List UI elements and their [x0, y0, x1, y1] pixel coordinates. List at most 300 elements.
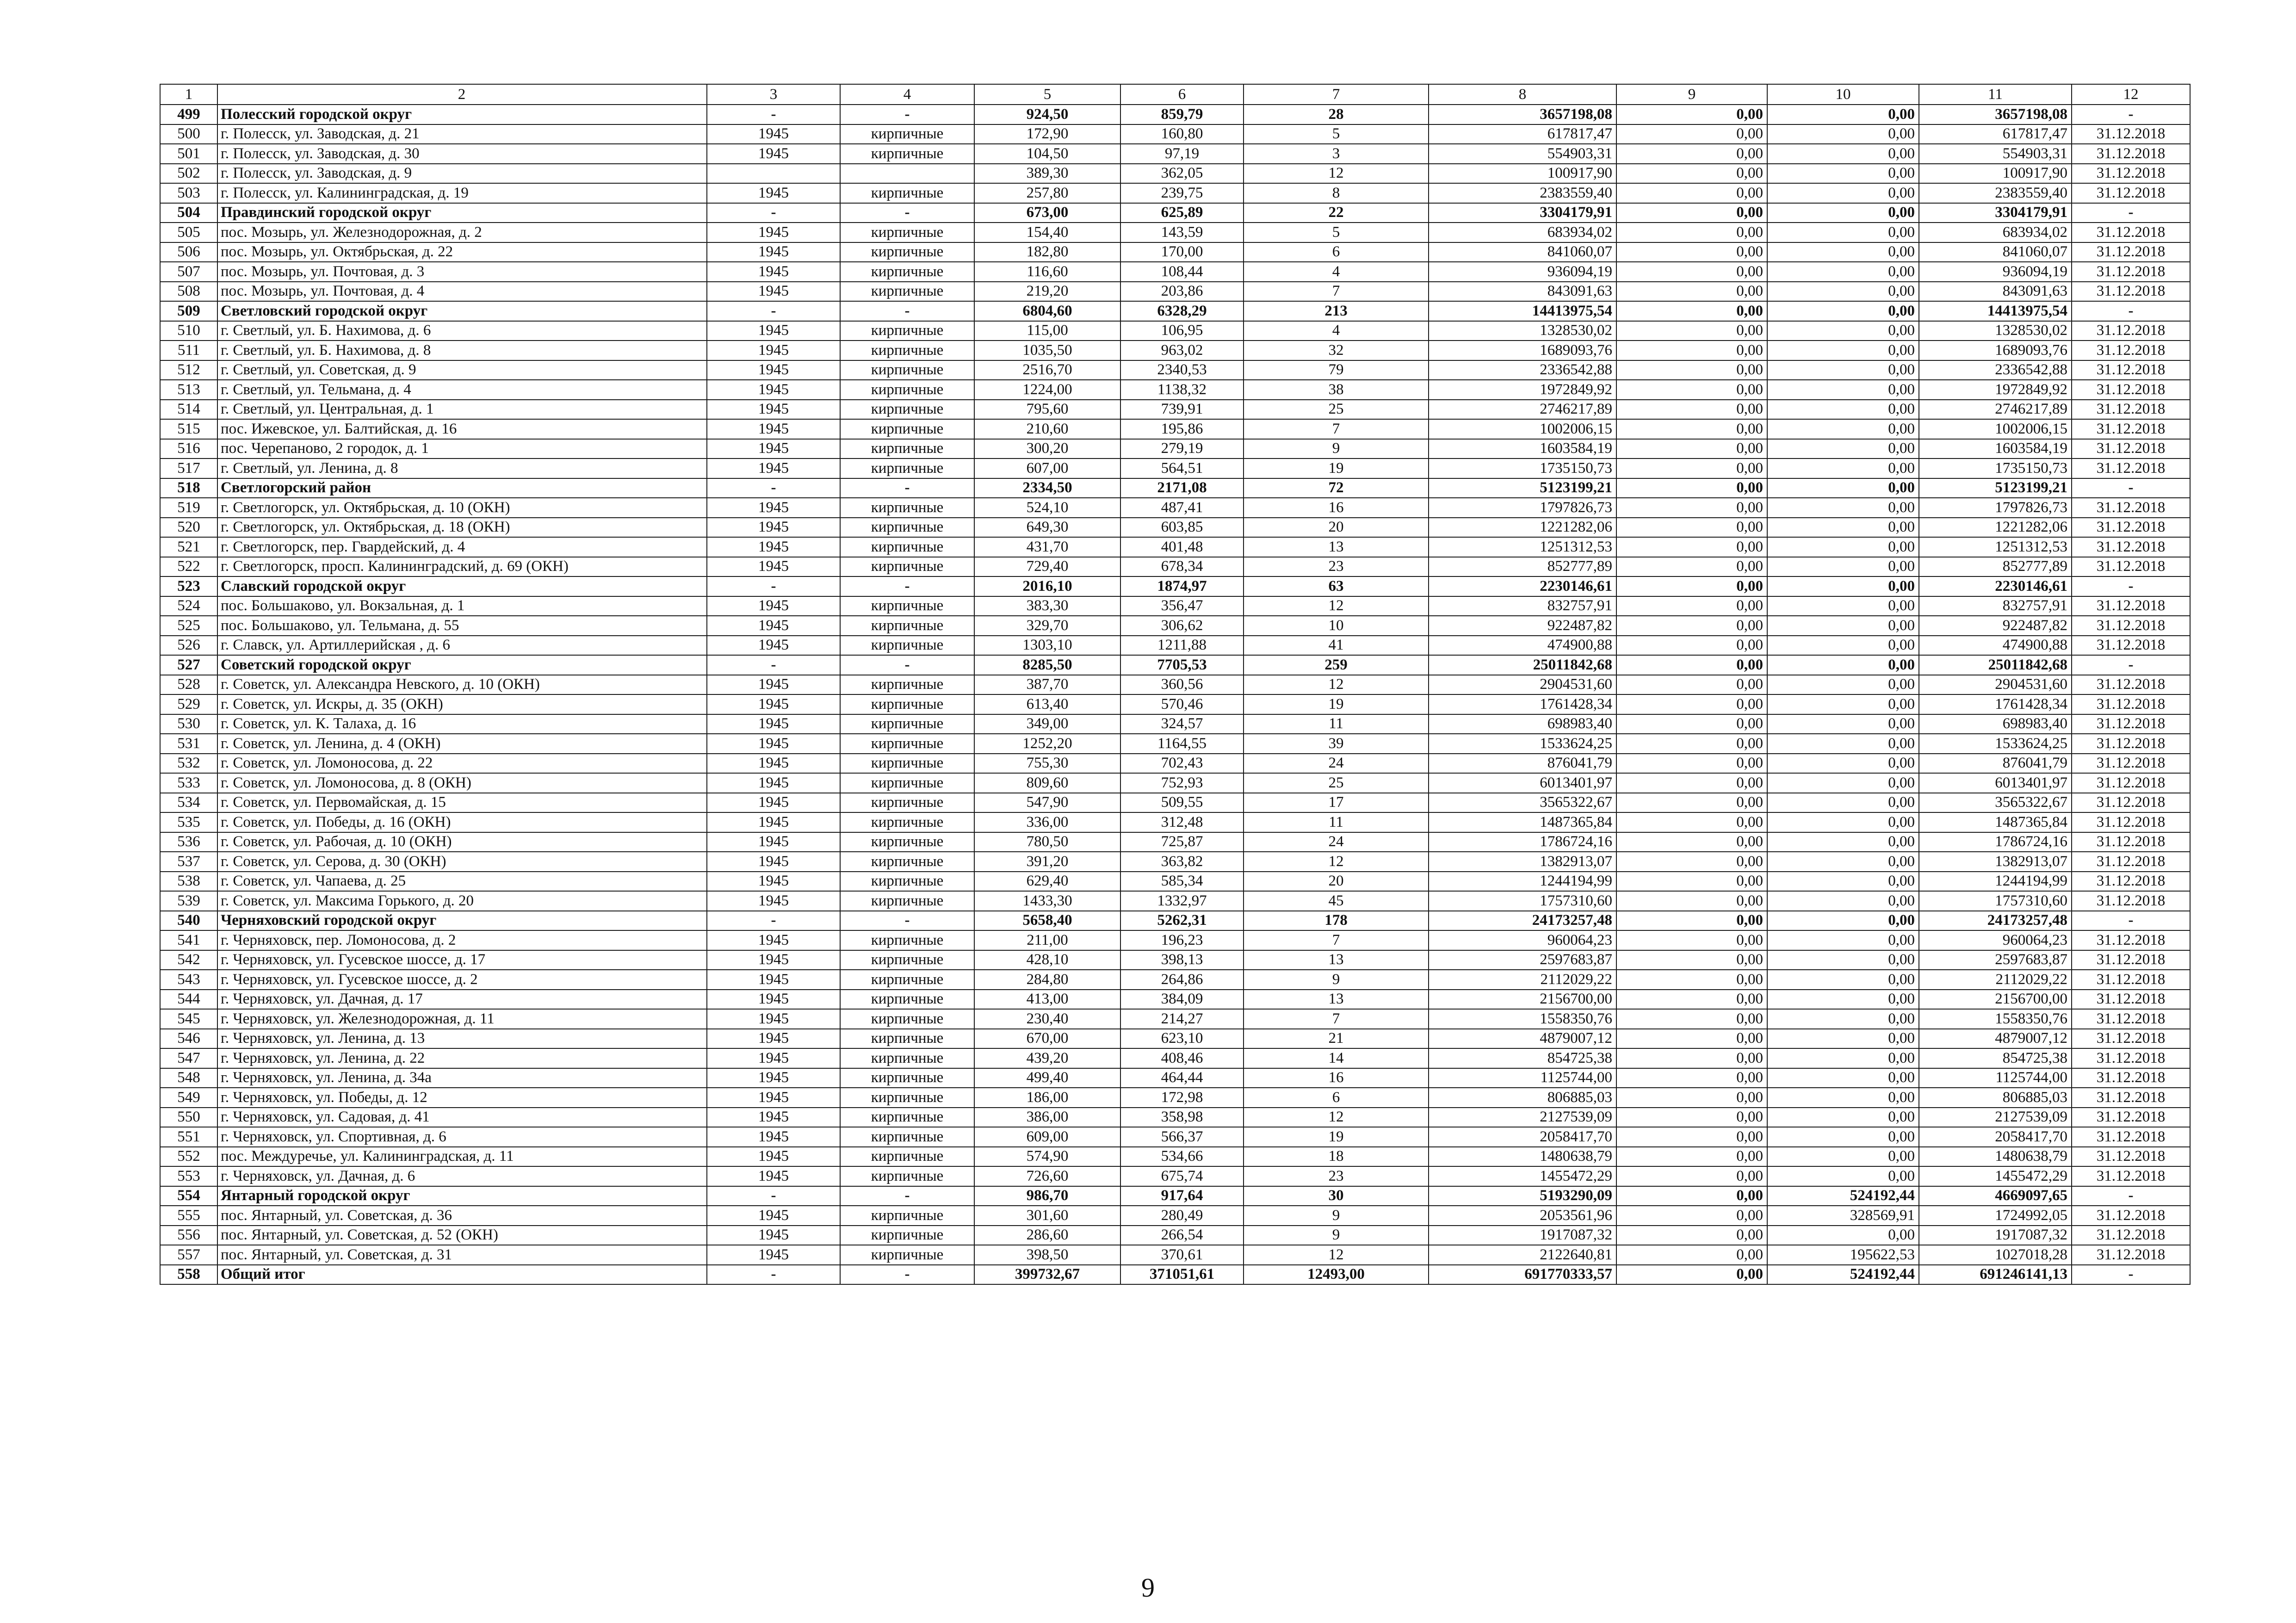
residents-cell: 13	[1244, 537, 1429, 557]
deadline-cell: 31.12.2018	[2072, 458, 2190, 478]
year-cell: 1945	[707, 124, 840, 144]
column-number-cell: 8	[1429, 84, 1616, 105]
year-cell: 1945	[707, 557, 840, 577]
subtotal-row	[160, 301, 2190, 321]
address-cell: г. Черняховск, ул. Гусевское шоссе, д. 17	[217, 950, 707, 970]
total-area-cell: 2334,50	[974, 478, 1120, 498]
cost-fund-cell: 0,00	[1616, 1206, 1767, 1226]
address-cell: г. Советск, ул. Ломоносова, д. 8 (ОКН)	[217, 773, 707, 793]
address-cell: Правдинский городской округ	[217, 203, 707, 223]
cost-local-cell: 0,00	[1767, 1048, 1919, 1068]
cost-total-cell: 960064,23	[1429, 930, 1616, 950]
table-row	[160, 596, 2190, 616]
total-area-cell: 398,50	[974, 1245, 1120, 1265]
row-number-cell: 538	[160, 872, 217, 892]
cost-local-cell: 0,00	[1767, 832, 1919, 852]
cost-local-cell: 0,00	[1767, 793, 1919, 813]
cost-other-cell: 960064,23	[1919, 930, 2072, 950]
cost-fund-cell: 0,00	[1616, 1009, 1767, 1029]
residents-cell: 5	[1244, 223, 1429, 242]
cost-total-cell: 683934,02	[1429, 223, 1616, 242]
deadline-cell: 31.12.2018	[2072, 1127, 2190, 1147]
living-area-cell: 464,44	[1120, 1068, 1244, 1088]
cost-fund-cell: 0,00	[1616, 694, 1767, 714]
living-area-cell: 1164,55	[1120, 734, 1244, 754]
cost-total-cell: 3565322,67	[1429, 793, 1616, 813]
wall-material-cell: -	[840, 478, 974, 498]
cost-other-cell: 2904531,60	[1919, 675, 2072, 695]
subtotal-row	[160, 1265, 2190, 1285]
row-number-cell: 534	[160, 793, 217, 813]
wall-material-cell: кирпичные	[840, 990, 974, 1010]
row-number-cell: 557	[160, 1245, 217, 1265]
deadline-cell: 31.12.2018	[2072, 1088, 2190, 1108]
year-cell: 1945	[707, 498, 840, 518]
cost-total-cell: 2336542,88	[1429, 360, 1616, 380]
wall-material-cell: кирпичные	[840, 891, 974, 911]
table-row	[160, 1166, 2190, 1186]
residents-cell: 45	[1244, 891, 1429, 911]
living-area-cell: 401,48	[1120, 537, 1244, 557]
living-area-cell: 603,85	[1120, 518, 1244, 538]
deadline-cell: 31.12.2018	[2072, 1009, 2190, 1029]
table-row	[160, 694, 2190, 714]
total-area-cell: 386,00	[974, 1108, 1120, 1127]
cost-other-cell: 1487365,84	[1919, 812, 2072, 832]
cost-fund-cell: 0,00	[1616, 852, 1767, 872]
deadline-cell: -	[2072, 576, 2190, 596]
address-cell: г. Черняховск, ул. Дачная, д. 17	[217, 990, 707, 1010]
row-number-cell: 521	[160, 537, 217, 557]
cost-local-cell: 0,00	[1767, 518, 1919, 538]
wall-material-cell: -	[840, 655, 974, 675]
row-number-cell: 558	[160, 1265, 217, 1285]
cost-total-cell: 832757,91	[1429, 596, 1616, 616]
cost-local-cell: 0,00	[1767, 1127, 1919, 1147]
wall-material-cell: кирпичные	[840, 1088, 974, 1108]
cost-other-cell: 691246141,13	[1919, 1265, 2072, 1285]
residents-cell: 19	[1244, 694, 1429, 714]
address-cell: г. Светлый, ул. Центральная, д. 1	[217, 400, 707, 420]
deadline-cell: -	[2072, 105, 2190, 124]
address-cell: г. Полесск, ул. Калининградская, д. 19	[217, 183, 707, 203]
year-cell: 1945	[707, 812, 840, 832]
wall-material-cell: кирпичные	[840, 734, 974, 754]
row-number-cell: 527	[160, 655, 217, 675]
cost-total-cell: 2112029,22	[1429, 970, 1616, 990]
column-number-cell: 5	[974, 84, 1120, 105]
cost-other-cell: 1480638,79	[1919, 1147, 2072, 1167]
cost-fund-cell: 0,00	[1616, 1186, 1767, 1206]
cost-other-cell: 843091,63	[1919, 282, 2072, 302]
cost-total-cell: 1533624,25	[1429, 734, 1616, 754]
cost-other-cell: 683934,02	[1919, 223, 2072, 242]
deadline-cell: 31.12.2018	[2072, 242, 2190, 262]
residents-cell: 41	[1244, 636, 1429, 656]
residents-cell: 20	[1244, 518, 1429, 538]
cost-fund-cell: 0,00	[1616, 164, 1767, 184]
cost-fund-cell: 0,00	[1616, 950, 1767, 970]
year-cell: 1945	[707, 1147, 840, 1167]
wall-material-cell: кирпичные	[840, 144, 974, 164]
cost-total-cell: 25011842,68	[1429, 655, 1616, 675]
cost-local-cell: 0,00	[1767, 341, 1919, 360]
deadline-cell: 31.12.2018	[2072, 1206, 2190, 1226]
cost-other-cell: 2597683,87	[1919, 950, 2072, 970]
cost-total-cell: 1002006,15	[1429, 419, 1616, 439]
cost-local-cell: 0,00	[1767, 616, 1919, 636]
living-area-cell: 170,00	[1120, 242, 1244, 262]
total-area-cell: 413,00	[974, 990, 1120, 1010]
cost-local-cell: 0,00	[1767, 144, 1919, 164]
row-number-cell: 506	[160, 242, 217, 262]
address-cell: г. Черняховск, ул. Победы, д. 12	[217, 1088, 707, 1108]
cost-total-cell: 1735150,73	[1429, 458, 1616, 478]
cost-local-cell: 0,00	[1767, 1088, 1919, 1108]
page-number: 9	[1141, 1573, 1155, 1603]
living-area-cell: 534,66	[1120, 1147, 1244, 1167]
residents-cell: 25	[1244, 773, 1429, 793]
row-number-cell: 501	[160, 144, 217, 164]
year-cell: 1945	[707, 596, 840, 616]
living-area-cell: 1138,32	[1120, 380, 1244, 400]
cost-total-cell: 1558350,76	[1429, 1009, 1616, 1029]
deadline-cell: -	[2072, 203, 2190, 223]
subtotal-row	[160, 1186, 2190, 1206]
cost-fund-cell: 0,00	[1616, 754, 1767, 774]
cost-total-cell: 854725,38	[1429, 1048, 1616, 1068]
residents-cell: 28	[1244, 105, 1429, 124]
address-cell: г. Светлый, ул. Б. Нахимова, д. 6	[217, 321, 707, 341]
cost-fund-cell: 0,00	[1616, 832, 1767, 852]
living-area-cell: 6328,29	[1120, 301, 1244, 321]
living-area-cell: 917,64	[1120, 1186, 1244, 1206]
cost-other-cell: 1724992,05	[1919, 1206, 2072, 1226]
living-area-cell: 358,98	[1120, 1108, 1244, 1127]
table-row	[160, 164, 2190, 184]
total-area-cell: 1303,10	[974, 636, 1120, 656]
total-area-cell: 670,00	[974, 1029, 1120, 1049]
address-cell: г. Черняховск, ул. Садовая, д. 41	[217, 1108, 707, 1127]
row-number-cell: 547	[160, 1048, 217, 1068]
cost-fund-cell: 0,00	[1616, 773, 1767, 793]
address-cell: г. Светлогорск, ул. Октябрьская, д. 10 (ОКН)	[217, 498, 707, 518]
table-row	[160, 439, 2190, 459]
cost-other-cell: 1735150,73	[1919, 458, 2072, 478]
address-cell: г. Советск, ул. Искры, д. 35 (ОКН)	[217, 694, 707, 714]
table-row	[160, 950, 2190, 970]
residents-cell: 19	[1244, 458, 1429, 478]
table-row	[160, 872, 2190, 892]
cost-fund-cell: 0,00	[1616, 872, 1767, 892]
year-cell: 1945	[707, 242, 840, 262]
table-row	[160, 832, 2190, 852]
cost-total-cell: 2122640,81	[1429, 1245, 1616, 1265]
row-number-cell: 502	[160, 164, 217, 184]
cost-fund-cell: 0,00	[1616, 734, 1767, 754]
cost-local-cell: 195622,53	[1767, 1245, 1919, 1265]
cost-other-cell: 1002006,15	[1919, 419, 2072, 439]
year-cell: 1945	[707, 1245, 840, 1265]
deadline-cell: 31.12.2018	[2072, 124, 2190, 144]
cost-fund-cell: 0,00	[1616, 282, 1767, 302]
living-area-cell: 280,49	[1120, 1206, 1244, 1226]
table-row	[160, 321, 2190, 341]
table-row	[160, 242, 2190, 262]
deadline-cell: 31.12.2018	[2072, 812, 2190, 832]
column-number-cell: 11	[1919, 84, 2072, 105]
total-area-cell: 8285,50	[974, 655, 1120, 675]
row-number-cell: 533	[160, 773, 217, 793]
table-row	[160, 734, 2190, 754]
living-area-cell: 266,54	[1120, 1226, 1244, 1245]
cost-local-cell: 0,00	[1767, 203, 1919, 223]
total-area-cell: 726,60	[974, 1166, 1120, 1186]
deadline-cell: 31.12.2018	[2072, 380, 2190, 400]
address-cell: г. Черняховск, ул. Железнодорожная, д. 11	[217, 1009, 707, 1029]
row-number-cell: 531	[160, 734, 217, 754]
year-cell: 1945	[707, 990, 840, 1010]
living-area-cell: 195,86	[1120, 419, 1244, 439]
cost-other-cell: 922487,82	[1919, 616, 2072, 636]
address-cell: г. Советск, ул. Чапаева, д. 25	[217, 872, 707, 892]
deadline-cell: 31.12.2018	[2072, 891, 2190, 911]
cost-total-cell: 2127539,09	[1429, 1108, 1616, 1127]
cost-total-cell: 1797826,73	[1429, 498, 1616, 518]
cost-other-cell: 2058417,70	[1919, 1127, 2072, 1147]
deadline-cell: 31.12.2018	[2072, 183, 2190, 203]
total-area-cell: 115,00	[974, 321, 1120, 341]
cost-local-cell: 0,00	[1767, 282, 1919, 302]
residents-cell: 12	[1244, 596, 1429, 616]
row-number-cell: 555	[160, 1206, 217, 1226]
living-area-cell: 239,75	[1120, 183, 1244, 203]
cost-other-cell: 100917,90	[1919, 164, 2072, 184]
cost-total-cell: 1455472,29	[1429, 1166, 1616, 1186]
year-cell: 1945	[707, 694, 840, 714]
address-cell: пос. Янтарный, ул. Советская, д. 36	[217, 1206, 707, 1226]
residents-cell: 4	[1244, 321, 1429, 341]
cost-local-cell: 0,00	[1767, 812, 1919, 832]
deadline-cell: -	[2072, 655, 2190, 675]
residents-cell: 23	[1244, 1166, 1429, 1186]
cost-fund-cell: 0,00	[1616, 576, 1767, 596]
living-area-cell: 108,44	[1120, 262, 1244, 282]
row-number-cell: 549	[160, 1088, 217, 1108]
table-row	[160, 616, 2190, 636]
cost-local-cell: 0,00	[1767, 419, 1919, 439]
cost-other-cell: 2336542,88	[1919, 360, 2072, 380]
residents-cell: 259	[1244, 655, 1429, 675]
deadline-cell: 31.12.2018	[2072, 1166, 2190, 1186]
living-area-cell: 739,91	[1120, 400, 1244, 420]
column-number-cell: 12	[2072, 84, 2190, 105]
column-number-cell: 3	[707, 84, 840, 105]
subtotal-row	[160, 105, 2190, 124]
residents-cell: 12	[1244, 1245, 1429, 1265]
year-cell: 1945	[707, 891, 840, 911]
deadline-cell: 31.12.2018	[2072, 714, 2190, 734]
cost-other-cell: 1382913,07	[1919, 852, 2072, 872]
wall-material-cell: кирпичные	[840, 694, 974, 714]
row-number-cell: 512	[160, 360, 217, 380]
cost-local-cell: 0,00	[1767, 360, 1919, 380]
cost-total-cell: 936094,19	[1429, 262, 1616, 282]
deadline-cell: 31.12.2018	[2072, 1068, 2190, 1088]
row-number-cell: 511	[160, 341, 217, 360]
total-area-cell: 729,40	[974, 557, 1120, 577]
year-cell: 1945	[707, 616, 840, 636]
total-area-cell: 2516,70	[974, 360, 1120, 380]
deadline-cell: 31.12.2018	[2072, 1048, 2190, 1068]
deadline-cell: 31.12.2018	[2072, 596, 2190, 616]
address-cell: г. Светлогорск, ул. Октябрьская, д. 18 (ОКН)	[217, 518, 707, 538]
total-area-cell: 1252,20	[974, 734, 1120, 754]
cost-local-cell: 0,00	[1767, 537, 1919, 557]
total-area-cell: 387,70	[974, 675, 1120, 695]
residents-cell: 25	[1244, 400, 1429, 420]
total-area-cell: 428,10	[974, 950, 1120, 970]
address-cell: г. Черняховск, ул. Ленина, д. 34а	[217, 1068, 707, 1088]
year-cell: 1945	[707, 419, 840, 439]
table-row	[160, 1068, 2190, 1088]
cost-fund-cell: 0,00	[1616, 242, 1767, 262]
address-cell: г. Советск, ул. Рабочая, д. 10 (ОКН)	[217, 832, 707, 852]
deadline-cell: 31.12.2018	[2072, 1245, 2190, 1265]
cost-fund-cell: 0,00	[1616, 223, 1767, 242]
deadline-cell: 31.12.2018	[2072, 950, 2190, 970]
deadline-cell: 31.12.2018	[2072, 419, 2190, 439]
residents-cell: 14	[1244, 1048, 1429, 1068]
address-cell: пос. Мозырь, ул. Почтовая, д. 4	[217, 282, 707, 302]
living-area-cell: 1874,97	[1120, 576, 1244, 596]
deadline-cell: 31.12.2018	[2072, 616, 2190, 636]
row-number-cell: 537	[160, 852, 217, 872]
cost-fund-cell: 0,00	[1616, 439, 1767, 459]
year-cell: 1945	[707, 321, 840, 341]
cost-fund-cell: 0,00	[1616, 498, 1767, 518]
table-row	[160, 124, 2190, 144]
deadline-cell: 31.12.2018	[2072, 262, 2190, 282]
cost-fund-cell: 0,00	[1616, 1147, 1767, 1167]
cost-local-cell: 0,00	[1767, 655, 1919, 675]
year-cell: 1945	[707, 1088, 840, 1108]
year-cell: 1945	[707, 950, 840, 970]
subtotal-row	[160, 478, 2190, 498]
row-number-cell: 551	[160, 1127, 217, 1147]
residents-cell: 20	[1244, 872, 1429, 892]
living-area-cell: 371051,61	[1120, 1265, 1244, 1285]
cost-local-cell: 0,00	[1767, 1009, 1919, 1029]
total-area-cell: 795,60	[974, 400, 1120, 420]
cost-fund-cell: 0,00	[1616, 124, 1767, 144]
living-area-cell: 963,02	[1120, 341, 1244, 360]
cost-fund-cell: 0,00	[1616, 891, 1767, 911]
deadline-cell: 31.12.2018	[2072, 1226, 2190, 1245]
cost-local-cell: 0,00	[1767, 242, 1919, 262]
cost-total-cell: 554903,31	[1429, 144, 1616, 164]
cost-local-cell: 0,00	[1767, 380, 1919, 400]
residents-cell: 10	[1244, 616, 1429, 636]
living-area-cell: 1211,88	[1120, 636, 1244, 656]
total-area-cell: 257,80	[974, 183, 1120, 203]
row-number-cell: 519	[160, 498, 217, 518]
row-number-cell: 554	[160, 1186, 217, 1206]
deadline-cell: 31.12.2018	[2072, 557, 2190, 577]
cost-fund-cell: 0,00	[1616, 1068, 1767, 1088]
table-row	[160, 518, 2190, 538]
cost-fund-cell: 0,00	[1616, 911, 1767, 931]
table-row	[160, 1147, 2190, 1167]
living-area-cell: 487,41	[1120, 498, 1244, 518]
year-cell: 1945	[707, 754, 840, 774]
total-area-cell: 547,90	[974, 793, 1120, 813]
living-area-cell: 725,87	[1120, 832, 1244, 852]
row-number-cell: 550	[160, 1108, 217, 1127]
living-area-cell: 564,51	[1120, 458, 1244, 478]
cost-total-cell: 1382913,07	[1429, 852, 1616, 872]
cost-fund-cell: 0,00	[1616, 636, 1767, 656]
deadline-cell: -	[2072, 301, 2190, 321]
cost-total-cell: 1125744,00	[1429, 1068, 1616, 1088]
deadline-cell: 31.12.2018	[2072, 832, 2190, 852]
deadline-cell: -	[2072, 911, 2190, 931]
cost-local-cell: 0,00	[1767, 675, 1919, 695]
deadline-cell: 31.12.2018	[2072, 360, 2190, 380]
cost-other-cell: 698983,40	[1919, 714, 2072, 734]
wall-material-cell: кирпичные	[840, 1166, 974, 1186]
cost-local-cell: 0,00	[1767, 694, 1919, 714]
wall-material-cell: -	[840, 1186, 974, 1206]
cost-total-cell: 1487365,84	[1429, 812, 1616, 832]
address-cell: г. Славск, ул. Артиллерийская , д. 6	[217, 636, 707, 656]
row-number-cell: 528	[160, 675, 217, 695]
cost-local-cell: 0,00	[1767, 734, 1919, 754]
row-number-cell: 539	[160, 891, 217, 911]
cost-local-cell: 0,00	[1767, 1166, 1919, 1186]
year-cell: 1945	[707, 518, 840, 538]
column-number-row	[160, 84, 2190, 105]
cost-other-cell: 1558350,76	[1919, 1009, 2072, 1029]
cost-fund-cell: 0,00	[1616, 262, 1767, 282]
residents-cell: 7	[1244, 282, 1429, 302]
residents-cell: 9	[1244, 970, 1429, 990]
year-cell: -	[707, 105, 840, 124]
address-cell: г. Светлый, ул. Ленина, д. 8	[217, 458, 707, 478]
row-number-cell: 503	[160, 183, 217, 203]
living-area-cell: 312,48	[1120, 812, 1244, 832]
wall-material-cell: кирпичные	[840, 970, 974, 990]
cost-other-cell: 1328530,02	[1919, 321, 2072, 341]
living-area-cell: 678,34	[1120, 557, 1244, 577]
cost-local-cell: 0,00	[1767, 183, 1919, 203]
row-number-cell: 545	[160, 1009, 217, 1029]
deadline-cell: 31.12.2018	[2072, 773, 2190, 793]
wall-material-cell: кирпичные	[840, 754, 974, 774]
cost-other-cell: 806885,03	[1919, 1088, 2072, 1108]
wall-material-cell: кирпичные	[840, 596, 974, 616]
cost-total-cell: 1786724,16	[1429, 832, 1616, 852]
row-number-cell: 518	[160, 478, 217, 498]
residents-cell: 4	[1244, 262, 1429, 282]
living-area-cell: 306,62	[1120, 616, 1244, 636]
cost-fund-cell: 0,00	[1616, 1029, 1767, 1049]
table-row	[160, 1127, 2190, 1147]
cost-total-cell: 617817,47	[1429, 124, 1616, 144]
cost-local-cell: 0,00	[1767, 478, 1919, 498]
row-number-cell: 524	[160, 596, 217, 616]
wall-material-cell: кирпичные	[840, 242, 974, 262]
